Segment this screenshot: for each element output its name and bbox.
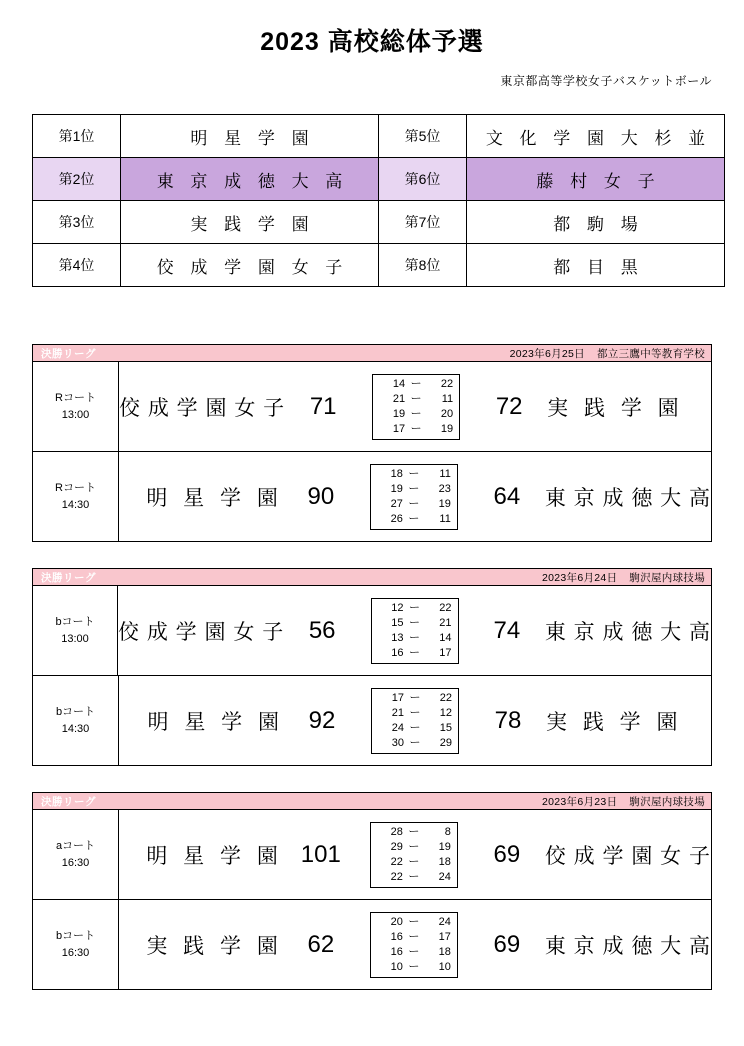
quarter-away-score: 18	[438, 945, 451, 958]
quarter-away-score: 10	[438, 960, 451, 973]
page-subtitle: 東京都高等学校女子バスケットボール	[500, 74, 712, 88]
home-score: 90	[307, 482, 335, 510]
game-time: 16:30	[61, 946, 90, 959]
quarter-box	[370, 464, 458, 530]
quarter-separator: ー	[409, 646, 420, 659]
quarter-line	[377, 512, 451, 527]
standings-row	[33, 201, 725, 244]
quarter-line	[379, 422, 453, 437]
block-date: 2023年6月25日	[509, 347, 585, 360]
quarter-line	[379, 392, 453, 407]
court-name: aコート	[55, 840, 96, 852]
quarter-separator: ー	[409, 706, 421, 719]
standings-rank-left: 第3位	[33, 201, 121, 244]
quarter-line	[377, 960, 451, 975]
home-score: 56	[308, 616, 336, 644]
quarter-home-score: 27	[390, 497, 403, 510]
away-side	[473, 900, 711, 989]
away-side	[473, 586, 711, 675]
standings-row	[33, 115, 725, 158]
quarter-separator: ー	[408, 482, 420, 495]
quarter-away-score: 11	[439, 467, 451, 480]
court-name: Rコート	[55, 482, 96, 494]
quarter-line	[378, 631, 452, 646]
quarter-line	[377, 497, 451, 512]
home-score: 62	[307, 930, 335, 958]
quarter-home-score: 29	[390, 840, 403, 853]
game-time: 14:30	[61, 498, 90, 511]
quarter-home-score: 20	[390, 915, 403, 928]
quarter-scores	[355, 810, 473, 899]
quarter-separator: ー	[408, 960, 420, 973]
quarter-line	[377, 840, 451, 855]
quarter-box	[370, 912, 458, 978]
game-row	[33, 676, 711, 765]
block-venue: 駒沢屋内球技場	[629, 571, 705, 584]
home-team-name: 明 星 学 園	[146, 486, 283, 510]
away-team-name: 実 践 学 園	[546, 710, 683, 734]
quarter-line	[377, 930, 451, 945]
game-time: 13:00	[61, 408, 90, 421]
quarter-away-score: 19	[438, 497, 451, 510]
away-side	[474, 676, 711, 765]
quarter-line	[377, 825, 451, 840]
quarter-separator: ー	[408, 915, 420, 928]
standings-body	[33, 115, 725, 287]
quarter-home-score: 19	[392, 407, 406, 420]
quarter-home-score: 28	[390, 825, 403, 838]
standings-team-left: 佼 成 学 園 女 子	[121, 244, 379, 287]
game-block	[32, 568, 712, 766]
home-side	[119, 810, 355, 899]
quarter-away-score: 19	[440, 422, 454, 435]
home-side	[119, 676, 356, 765]
standings-rank-right: 第7位	[379, 201, 467, 244]
quarter-box	[370, 822, 458, 888]
page-title: 2023 高校総体予選	[260, 28, 484, 56]
quarter-separator: ー	[408, 840, 420, 853]
court-cell	[33, 900, 119, 989]
game-block	[32, 344, 712, 542]
game-row	[33, 810, 711, 900]
quarter-separator: ー	[409, 616, 420, 629]
game-time: 16:30	[61, 856, 90, 869]
quarter-away-score: 29	[439, 736, 452, 749]
standings-rank-left: 第1位	[33, 115, 121, 158]
away-team-name: 実 践 学 園	[547, 396, 684, 420]
standings-row	[33, 244, 725, 287]
quarter-away-score: 22	[440, 377, 454, 390]
quarter-separator: ー	[409, 721, 421, 734]
quarter-away-score: 24	[438, 915, 451, 928]
court-cell	[33, 362, 119, 451]
block-header	[33, 793, 711, 810]
away-side	[473, 452, 711, 541]
home-side	[118, 586, 356, 675]
quarter-away-score: 15	[439, 721, 452, 734]
block-date: 2023年6月23日	[542, 795, 618, 808]
quarter-line	[377, 855, 451, 870]
quarter-home-score: 16	[391, 646, 404, 659]
quarter-separator: ー	[408, 467, 420, 480]
quarter-scores	[355, 452, 473, 541]
quarter-home-score: 22	[390, 870, 403, 883]
quarter-away-score: 24	[438, 870, 451, 883]
quarter-separator: ー	[408, 825, 420, 838]
quarter-home-score: 17	[391, 691, 404, 704]
standings-rank-right: 第6位	[379, 158, 467, 201]
quarter-home-score: 22	[390, 855, 403, 868]
quarter-line	[377, 467, 451, 482]
quarter-separator: ー	[410, 407, 422, 420]
quarter-home-score: 10	[390, 960, 403, 973]
block-venue: 都立三鷹中等教育学校	[597, 347, 705, 360]
away-score: 74	[493, 616, 521, 644]
quarter-line	[377, 945, 451, 960]
quarter-away-score: 12	[439, 706, 452, 719]
quarter-home-score: 24	[391, 721, 404, 734]
quarter-away-score: 23	[438, 482, 451, 495]
game-time: 14:30	[61, 722, 90, 735]
game-row	[33, 452, 711, 541]
standings-rank-right: 第8位	[379, 244, 467, 287]
home-team-name: 佼 成 学 園 女 子	[119, 396, 286, 420]
block-header-right	[542, 570, 705, 585]
away-score: 78	[494, 706, 522, 734]
home-team-name: 明 星 学 園	[146, 844, 283, 868]
home-side	[119, 900, 355, 989]
standings-table	[32, 114, 725, 287]
quarter-separator: ー	[409, 631, 420, 644]
quarter-home-score: 30	[391, 736, 404, 749]
quarter-home-score: 12	[391, 601, 404, 614]
game-time: 13:00	[61, 632, 89, 645]
quarter-scores	[355, 900, 473, 989]
court-cell	[33, 452, 119, 541]
standings-team-left: 実 践 学 園	[121, 201, 379, 244]
quarter-separator: ー	[408, 497, 420, 510]
quarter-line	[378, 706, 452, 721]
quarter-separator: ー	[409, 691, 421, 704]
quarter-line	[378, 601, 452, 616]
quarter-separator: ー	[408, 512, 420, 525]
block-header-right	[510, 346, 705, 361]
quarter-away-score: 22	[439, 601, 452, 614]
quarter-line	[378, 646, 452, 661]
home-side	[119, 362, 357, 451]
away-score: 69	[493, 930, 521, 958]
quarter-line	[378, 691, 452, 706]
home-side	[119, 452, 355, 541]
quarter-box	[372, 374, 460, 440]
home-team-name: 実 践 学 園	[146, 934, 283, 958]
away-team-name: 東 京 成 徳 大 高	[544, 486, 711, 510]
league-tag: 決勝リーグ	[41, 795, 96, 808]
quarter-away-score: 11	[441, 392, 454, 405]
away-score: 69	[493, 840, 521, 868]
quarter-home-score: 16	[390, 945, 403, 958]
court-name: Rコート	[55, 392, 96, 404]
standings-rank-right: 第5位	[379, 115, 467, 158]
quarter-line	[379, 377, 453, 392]
league-tag: 決勝リーグ	[41, 347, 96, 360]
quarter-line	[377, 482, 451, 497]
quarter-separator: ー	[410, 422, 422, 435]
quarter-home-score: 26	[390, 512, 403, 525]
quarter-line	[379, 407, 453, 422]
game-row	[33, 900, 711, 989]
standings-team-right: 都 駒 場	[467, 201, 725, 244]
quarter-box	[371, 688, 459, 754]
game-block	[32, 792, 712, 990]
quarter-away-score: 17	[438, 930, 451, 943]
standings-rank-left: 第4位	[33, 244, 121, 287]
quarter-home-score: 14	[392, 377, 406, 390]
court-name: bコート	[55, 616, 95, 628]
standings-team-right: 文 化 学 園 大 杉 並	[467, 115, 725, 158]
away-team-name: 東 京 成 徳 大 高	[544, 620, 711, 644]
away-score: 72	[495, 392, 523, 420]
quarter-separator: ー	[410, 392, 422, 405]
quarter-home-score: 16	[390, 930, 403, 943]
quarter-away-score: 19	[438, 840, 451, 853]
home-team-name: 佼 成 学 園 女 子	[118, 620, 285, 644]
standings-team-left: 東 京 成 徳 大 高	[121, 158, 379, 201]
quarter-scores	[356, 676, 474, 765]
quarter-away-score: 8	[444, 825, 451, 838]
quarter-home-score: 15	[391, 616, 404, 629]
standings-team-right: 都 目 黒	[467, 244, 725, 287]
court-name: bコート	[55, 706, 96, 718]
block-header	[33, 345, 711, 362]
quarter-scores	[357, 362, 475, 451]
quarter-away-score: 22	[439, 691, 452, 704]
quarter-away-score: 20	[440, 407, 454, 420]
away-side	[473, 810, 711, 899]
quarter-line	[378, 721, 452, 736]
quarter-separator: ー	[408, 855, 420, 868]
quarter-separator: ー	[408, 945, 420, 958]
quarter-separator: ー	[409, 736, 421, 749]
home-score: 101	[300, 840, 341, 868]
quarter-separator: ー	[409, 601, 420, 614]
away-team-name: 東 京 成 徳 大 高	[544, 934, 711, 958]
standings-rank-left: 第2位	[33, 158, 121, 201]
home-score: 71	[309, 392, 337, 420]
away-team-name: 佼 成 学 園 女 子	[544, 844, 711, 868]
standings-team-left: 明 星 学 園	[121, 115, 379, 158]
league-tag: 決勝リーグ	[41, 571, 96, 584]
standings-team-right: 藤 村 女 子	[467, 158, 725, 201]
home-score: 92	[308, 706, 336, 734]
quarter-home-score: 19	[390, 482, 403, 495]
game-row	[33, 362, 711, 452]
standings-row	[33, 158, 725, 201]
quarter-line	[378, 616, 452, 631]
quarter-home-score: 21	[392, 392, 406, 405]
block-header-right	[542, 794, 705, 809]
quarter-separator: ー	[408, 870, 420, 883]
court-cell	[33, 676, 119, 765]
game-row	[33, 586, 711, 676]
quarter-home-score: 21	[391, 706, 404, 719]
quarter-separator: ー	[410, 377, 422, 390]
quarter-home-score: 13	[391, 631, 404, 644]
quarter-scores	[356, 586, 473, 675]
quarter-line	[377, 870, 451, 885]
quarter-away-score: 11	[439, 512, 451, 525]
quarter-line	[377, 915, 451, 930]
court-cell	[33, 586, 118, 675]
quarter-box	[371, 598, 459, 664]
quarter-away-score: 21	[439, 616, 452, 629]
away-side	[475, 362, 711, 451]
block-header	[33, 569, 711, 586]
court-name: bコート	[55, 930, 96, 942]
block-date: 2023年6月24日	[542, 571, 618, 584]
quarter-line	[378, 736, 452, 751]
court-cell	[33, 810, 119, 899]
block-venue: 駒沢屋内球技場	[629, 795, 705, 808]
quarter-home-score: 18	[390, 467, 403, 480]
quarter-home-score: 17	[392, 422, 406, 435]
quarter-away-score: 18	[438, 855, 451, 868]
quarter-away-score: 14	[439, 631, 452, 644]
away-score: 64	[493, 482, 521, 510]
quarter-away-score: 17	[439, 646, 452, 659]
quarter-separator: ー	[408, 930, 420, 943]
home-team-name: 明 星 学 園	[147, 710, 284, 734]
